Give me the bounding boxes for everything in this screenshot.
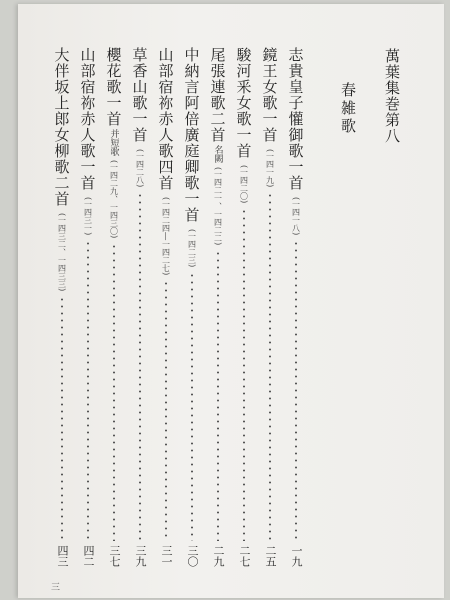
toc-entry[interactable] <box>208 47 228 567</box>
entry-poem-number: (一四二〇) <box>239 165 249 204</box>
leader-dots <box>243 208 245 541</box>
entry-title: 草香山歌一首 <box>130 47 149 143</box>
leader-dots <box>113 243 115 541</box>
entry-title: 櫻花歌一首 <box>104 47 123 127</box>
book-page <box>18 4 444 598</box>
leader-dots <box>87 240 89 541</box>
entry-poem-number: (一四二三) <box>187 229 197 268</box>
entry-title: 鏡王女歌一首 <box>260 47 279 143</box>
entry-poem-number: (一四二八) <box>135 149 145 188</box>
entry-title: 駿河釆女歌一首 <box>234 47 253 159</box>
entry-page-number: 四二 <box>82 545 95 567</box>
entry-page-number: 二五 <box>264 545 277 567</box>
entry-title: 大伴坂上郎女柳歌二首 <box>52 47 71 207</box>
leader-dots <box>139 192 141 541</box>
entry-page-number: 三七 <box>108 545 121 567</box>
section-title: 春雑歌 <box>339 82 357 136</box>
leader-dots <box>269 192 271 541</box>
leader-dots <box>217 250 219 541</box>
toc-entry[interactable] <box>52 47 72 567</box>
toc-entry[interactable] <box>286 47 306 567</box>
entry-poem-number: (一四三一) <box>83 197 93 236</box>
entry-title: 志貴皇子懽御歌一首 <box>286 47 305 191</box>
entry-page-number: 三〇 <box>186 545 199 567</box>
toc-entry[interactable] <box>234 47 254 567</box>
leader-dots <box>165 280 167 541</box>
entry-poem-number: (一四二九、一四三〇) <box>109 160 119 239</box>
toc-entry[interactable] <box>182 47 202 567</box>
toc-entry[interactable] <box>260 47 280 567</box>
entry-page-number: 三九 <box>134 545 147 567</box>
entry-note: 并短歌 <box>108 129 119 156</box>
entry-title: 尾張連歌二首 <box>208 47 227 143</box>
entry-poem-number: (一四三二、一四三三) <box>57 213 67 292</box>
entry-poem-number: (一四一九) <box>265 149 275 188</box>
toc-entry[interactable] <box>156 47 176 567</box>
entry-title: 山部宿祢赤人歌四首 <box>156 47 175 191</box>
entry-page-number: 四三 <box>56 545 69 567</box>
entry-page-number: 二七 <box>238 545 251 567</box>
entry-note: 名闕 <box>212 145 223 163</box>
book-title: 萬葉集巻第八 <box>383 48 401 144</box>
folio-page-number: 三 <box>51 583 61 593</box>
leader-dots <box>295 240 297 541</box>
leader-dots <box>191 272 193 541</box>
entry-poem-number: (一四一八) <box>291 197 301 236</box>
entry-poem-number: (一四二四―一四二七) <box>161 197 171 276</box>
entry-poem-number: (一四二一、一四二二) <box>213 167 223 246</box>
entry-page-number: 三一 <box>160 545 173 567</box>
entry-page-number: 二九 <box>212 545 225 567</box>
toc-entry[interactable] <box>130 47 150 567</box>
entry-title: 中納言阿倍廣庭卿歌一首 <box>182 47 201 223</box>
leader-dots <box>61 296 63 541</box>
entry-page-number: 一九 <box>290 545 303 567</box>
entry-title: 山部宿祢赤人歌一首 <box>78 47 97 191</box>
toc-entry[interactable] <box>78 47 98 567</box>
toc-entry[interactable] <box>104 47 124 567</box>
